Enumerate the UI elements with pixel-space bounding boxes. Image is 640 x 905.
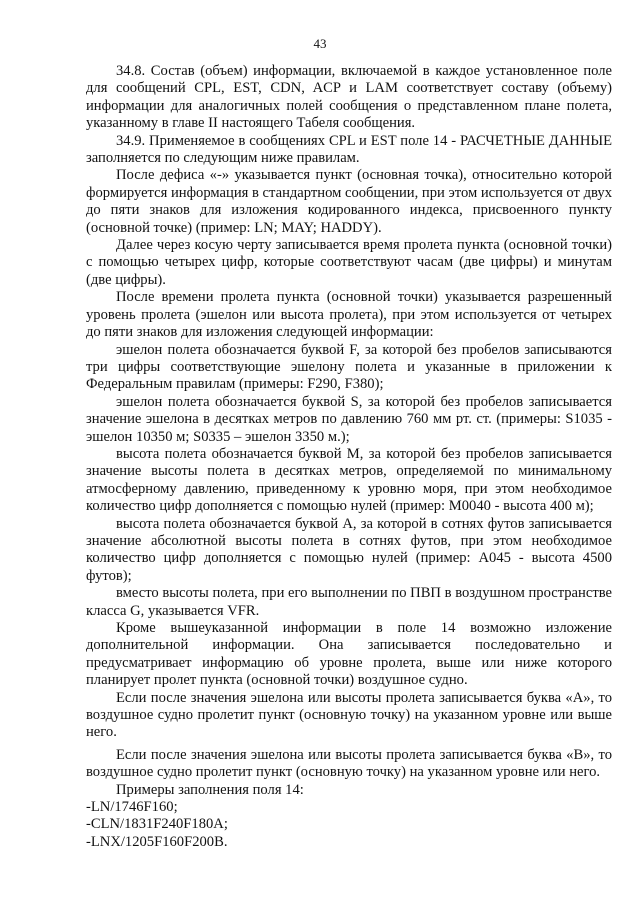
paragraph-letter-b: Если после значения эшелона или высоты пролета записывается буква «B», то воздушное судно пролетит пункт (основную точку) на указанном уровне или него. bbox=[86, 746, 612, 781]
paragraph-additional-info: Кроме вышеуказанной информации в поле 14 возможно изложение дополнительной информации. Она записывается последовательно и предусматривает информацию об уровне пролета, выше или ниже которого планирует пролет пункта (основной точки) воздушное судно. bbox=[86, 620, 612, 689]
paragraph-34-8: 34.8. Состав (объем) информации, включаемой в каждое установленное поле для сообщений CPL, EST, CDN, ACP и LAM соответствует составу (объему) информации для аналогичных полей сообщения о представленном плане полета, указанному в главе II настоящего Табеля сообщения. bbox=[86, 63, 612, 132]
paragraph-letter-a: Если после значения эшелона или высоты пролета записывается буква «A», то воздушное судно пролетит пункт (основную точку) на указанном уровне или выше него. bbox=[86, 689, 612, 741]
example-line: -CLN/1831F240F180A; bbox=[86, 816, 228, 833]
paragraph-level: После времени пролета пункта (основной точки) указывается разрешенный уровень пролета (эшелон или высота пролета), при этом используется от четырех до пяти знаков для изложения следующей информации: bbox=[86, 289, 612, 341]
example-line: -LN/1746F160; bbox=[86, 799, 178, 816]
list-item-vfr: вместо высоты полета, при его выполнении по ПВП в воздушном пространстве класса G, указывается VFR. bbox=[86, 585, 612, 619]
list-item-flight-level-s: эшелон полета обозначается буквой S, за которой без пробелов записывается значение эшелона в десятках метров по давлению 760 мм рт. ст. (примеры: S1035 - эшелон 10350 м; S0335 – эшелон 3350 м.); bbox=[86, 393, 612, 445]
paragraph-time: Далее через косую черту записывается время пролета пункта (основной точки) с помощью четырех цифр, которые соответствуют часам (две цифры) и минутам (две цифры). bbox=[86, 237, 612, 288]
list-item-flight-level-f: эшелон полета обозначается буквой F, за которой без пробелов записываются три цифры соответствующие эшелону полета и указанные в приложении к Федеральным правилам (примеры: F290, F380); bbox=[86, 341, 612, 393]
paragraph-point: После дефиса «-» указывается пункт (основная точка), относительно которой формируется информация в стандартном сообщении, при этом используется от двух до пяти знаков для изложения кодированного индекса, присвоенного пункту (основной точке) (пример: LN; MAY; HADDY). bbox=[86, 167, 612, 236]
list-item-altitude-m: высота полета обозначается буквой M, за которой без пробелов записывается значение высоты полета в десятках метров, определяемой по минимальному атмосферному давлению, приведенному к уровню моря, при этом необходимое количество цифр дополняется с помощью нулей (пример: M0040 - высота 400 м); bbox=[86, 445, 612, 515]
document-body bbox=[86, 63, 612, 851]
paragraph-34-9: 34.9. Применяемое в сообщениях CPL и EST поле 14 - РАСЧЕТНЫЕ ДАННЫЕ заполняется по следующим ниже правилам. bbox=[86, 132, 612, 167]
page-number: 43 bbox=[313, 36, 327, 51]
example-line: -LNX/1205F160F200B. bbox=[86, 833, 228, 850]
examples-heading: Примеры заполнения поля 14: bbox=[116, 781, 304, 798]
list-item-altitude-a: высота полета обозначается буквой A, за которой в сотнях футов записывается значение абсолютной высоты полета в сотнях футов, при этом необходимое количество цифр дополняется с помощью нулей (пример: A045 - высота 4500 футов); bbox=[86, 515, 612, 584]
